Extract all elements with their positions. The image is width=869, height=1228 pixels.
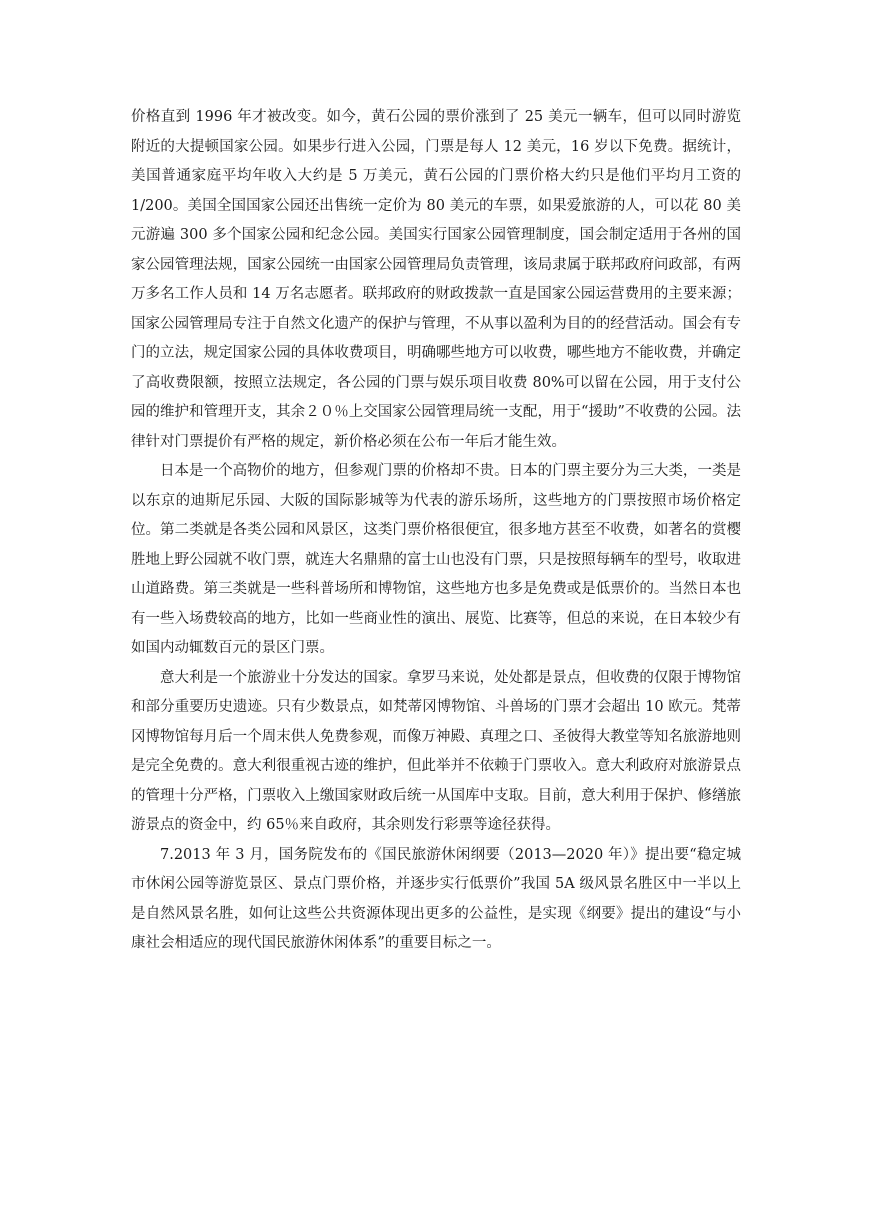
paragraph-japan: 日本是一个高物价的地方，但参观门票的价格却不贵。日本的门票主要分为三大类，一类是以东京的迪斯尼乐园、大阪的国际影城等为代表的游乐场所，这些地方的门票按照市场价格定位。第二类就是各类公园和风景区，这类门票价格很便宜，很多地方甚至不收费，如著名的赏樱胜地上野公园就不收门票，就连大名鼎鼎的富士山也没有门票，只是按照每辆车的型号，收取进山道路费。第三类就是一些科普场所和博物馆，这些地方也多是免费或是低票价的。当然日本也有一些入场费较高的地方，比如一些商业性的演出、展览、比赛等，但总的来说，在日本较少有如国内动辄数百元的景区门票。	[131, 463, 741, 656]
paragraph-question-7: 7.2013 年 3 月，国务院发布的《国民旅游休闲纲要（2013—2020 年）》提出要“稳定城市休闲公园等游览景区、景点门票价格，并逐步实行低票价”我国 5A 级风景名胜区中一半以上是自然风景名胜，如何让这些公共资源体现出更多的公益性，是实现《纲要》提出的建设“与小康社会相适应的现代国民旅游休闲体系”的重要目标之一。	[131, 846, 741, 951]
document-body	[131, 103, 741, 959]
paragraph-italy: 意大利是一个旅游业十分发达的国家。拿罗马来说，处处都是景点，但收费的仅限于博物馆和部分重要历史遗迹。只有少数景点，如梵蒂冈博物馆、斗兽场的门票才会超出 10 欧元。梵蒂冈博物馆每月后一个周末供人免费参观，而像万神殿、真理之口、圣彼得大教堂等知名旅游地则是完全免费的。意大利很重视古迹的维护，但此举并不依赖于门票收入。意大利政府对旅游景点的管理十分严格，门票收入上缴国家财政后统一从国库中支取。目前，意大利用于保护、修缮旅游景点的资金中，约 65％来自政府，其余则发行彩票等途径获得。	[131, 669, 741, 833]
paragraph-us-parks: 价格直到 1996 年才被改变。如今，黄石公园的票价涨到了 25 美元一辆车，但可以同时游览附近的大提顿国家公园。如果步行进入公园，门票是每人 12 美元，16 岁以下免费。据统计，美国普通家庭平均年收入大约是 5 万美元，黄石公园的门票价格大约只是他们平均月工资的 1/200。美国全国国家公园还出售统一定价为 80 美元的车票，如果爱旅游的人，可以花 80 美元游遍 300 多个国家公园和纪念公园。美国实行国家公园管理制度，国会制定适用于各州的国家公园管理法规，国家公园统一由国家公园管理局负责管理，该局隶属于联邦政府问政部，有两万多名工作人员和 14 万名志愿者。联邦政府的财政拨款一直是国家公园运营费用的主要来源；国家公园管理局专注于自然文化遗产的保护与管理，不从事以盈利为目的的经营活动。国会有专门的立法，规定国家公园的具体收费项目，明确哪些地方可以收费，哪些地方不能收费，并确定了高收费限额，按照立法规定，各公园的门票与娱乐项目收费 80%可以留在公园，用于支付公园的维护和管理开支，其余２０％上交国家公园管理局统一支配，用于“援助”不收费的公园。法律针对门票提价有严格的规定，新价格必须在公布一年后才能生效。	[131, 109, 741, 450]
